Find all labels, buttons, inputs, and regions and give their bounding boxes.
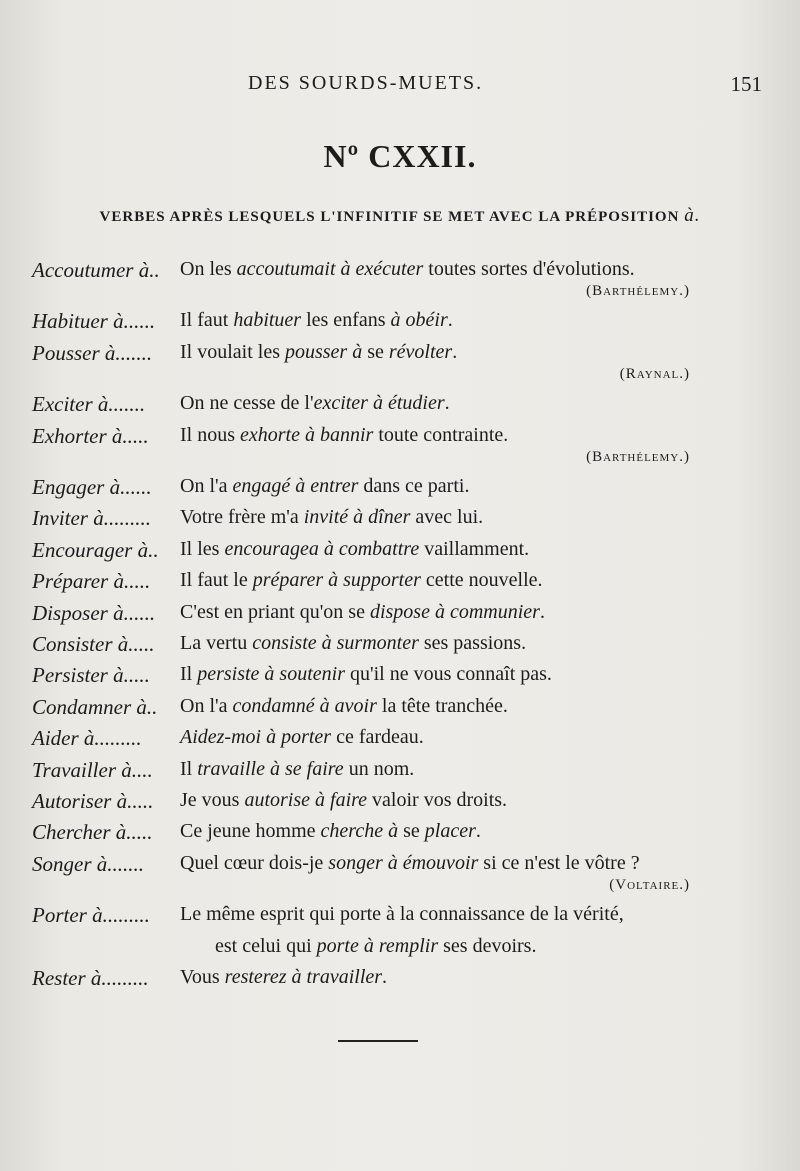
example-text-segment: Ce jeune homme	[180, 820, 321, 843]
section-title	[0, 205, 800, 227]
example-text-segment: si ce n'est le vôtre ?	[478, 851, 640, 874]
attribution: (Barthélemy.)	[586, 449, 690, 465]
example-text-segment: C'est en priant qu'on se	[180, 600, 370, 623]
example-text-segment: Il nous	[180, 423, 240, 446]
example-sentence	[180, 789, 760, 812]
example-text-segment: On ne cesse de l'	[180, 392, 314, 415]
example-italic-segment: invité à dîner	[303, 506, 411, 529]
example-sentence	[180, 726, 760, 749]
example-sentence	[180, 341, 760, 364]
example-text-segment: .	[539, 600, 545, 623]
example-text-segment: Le même esprit qui porte à la connaissance de la vérité,	[180, 903, 624, 926]
example-text-segment: Votre frère m'a	[180, 506, 304, 529]
closing-rule	[338, 1040, 418, 1042]
example-text-segment: .	[444, 392, 450, 415]
example-text-segment: un nom.	[343, 757, 415, 780]
example-italic-segment: révolter	[388, 340, 453, 363]
example-sentence	[180, 424, 760, 447]
example-text-segment: la tête tranchée.	[376, 694, 508, 717]
example-sentence	[180, 569, 760, 592]
example-text-segment: .	[447, 309, 453, 332]
example-text-segment: La vertu	[180, 632, 253, 654]
example-text-segment: est celui qui	[215, 934, 317, 957]
example-italic-segment: habituer	[233, 309, 302, 332]
verb-label: Disposer à......	[32, 600, 156, 625]
example-text-segment: toutes sortes d'évolutions.	[423, 258, 635, 280]
example-text-segment: se	[398, 820, 425, 843]
example-text-segment: vaillamment.	[419, 537, 530, 560]
example-text-segment: .	[382, 966, 388, 988]
example-sentence	[180, 632, 760, 655]
example-italic-segment: dispose à communier	[369, 600, 540, 623]
example-text-segment: ses devoirs.	[438, 934, 537, 957]
example-italic-segment: pousser à	[284, 340, 363, 363]
verb-label: Porter à.........	[32, 903, 150, 928]
verb-label: Songer à.......	[32, 851, 144, 876]
example-text-segment: Il faut le	[180, 569, 253, 592]
example-text-segment: les enfans	[301, 309, 391, 332]
example-text-segment: Vous	[180, 966, 225, 988]
verb-label: Préparer à.....	[32, 569, 151, 594]
section-number: Nº CXXII.	[323, 138, 477, 174]
attribution: (Raynal.)	[619, 366, 690, 383]
example-sentence	[180, 695, 760, 718]
verb-label: Travailler à....	[32, 757, 153, 782]
verb-label: Exhorter à.....	[32, 423, 149, 448]
example-italic-segment: à obéir	[390, 309, 448, 332]
verb-label: Habituer à......	[32, 309, 156, 334]
example-sentence	[180, 392, 760, 415]
example-text-segment: Il	[180, 663, 198, 686]
example-text-segment: toute contrainte.	[373, 423, 509, 446]
example-text-segment: cette nouvelle.	[420, 569, 543, 592]
example-text-segment: On l'a	[180, 475, 233, 497]
example-continuation	[215, 935, 536, 958]
example-text-segment: Il les	[180, 537, 225, 560]
example-sentence	[180, 506, 760, 529]
verb-label: Condamner à..	[32, 694, 158, 719]
section-title-text: VERBES APRÈS LESQUELS L'INFINITIF SE MET AVEC LA PRÉPOSITION	[99, 209, 680, 225]
verb-label: Exciter à.......	[32, 392, 146, 417]
example-italic-segment: exciter à étudier	[313, 392, 445, 415]
example-text-segment: .	[452, 340, 458, 363]
example-italic-segment: engagé à entrer	[232, 475, 359, 497]
example-text-segment: ses passions.	[418, 632, 527, 654]
attribution: (Barthélemy.)	[586, 283, 690, 300]
example-italic-segment: consiste à surmonter	[252, 632, 419, 654]
page-header	[0, 72, 800, 102]
example-text-segment: avec lui.	[410, 506, 484, 529]
example-italic-segment: placer	[424, 820, 476, 843]
example-italic-segment: songer à émouvoir	[328, 851, 479, 874]
example-text-segment: Quel cœur dois-je	[180, 851, 329, 874]
attribution: (Voltaire.)	[609, 877, 690, 894]
example-text-segment: Il faut	[180, 309, 234, 332]
example-sentence	[180, 601, 760, 624]
example-italic-segment: porte à remplir	[316, 934, 439, 957]
example-text-segment: .	[475, 820, 481, 843]
verb-label: Persister à.....	[32, 663, 150, 688]
verb-label: Aider à.........	[32, 726, 142, 751]
example-italic-segment: exhorte à bannir	[240, 423, 374, 446]
example-sentence	[180, 475, 760, 498]
verb-label: Engager à......	[32, 475, 152, 499]
running-head: DES SOURDS-MUETS.	[248, 72, 484, 94]
example-sentence	[180, 258, 760, 281]
example-text-segment: ce fardeau.	[331, 726, 424, 749]
example-sentence	[180, 852, 760, 875]
example-italic-segment: resterez à travailler	[224, 966, 383, 988]
example-italic-segment: travaille à se faire	[197, 757, 344, 780]
example-text-segment: Je vous	[180, 789, 245, 811]
verb-label: Autoriser à.....	[32, 789, 154, 813]
example-italic-segment: persiste à soutenir	[197, 663, 345, 686]
verb-label: Accoutumer à..	[32, 258, 160, 282]
example-italic-segment: préparer à supporter	[252, 569, 421, 592]
example-text-segment: On l'a	[180, 694, 233, 717]
verb-label: Consister à.....	[32, 632, 155, 656]
example-text-segment: valoir vos droits.	[367, 789, 508, 811]
example-sentence	[180, 820, 760, 843]
example-italic-segment: accoutumait à exécuter	[236, 258, 424, 280]
example-sentence	[180, 758, 760, 781]
verb-label: Inviter à.........	[32, 506, 151, 531]
example-italic-segment: autorise à faire	[244, 789, 368, 811]
example-italic-segment: encouragea à combattre	[224, 537, 420, 560]
example-italic-segment: cherche à	[320, 820, 399, 843]
example-sentence	[180, 538, 760, 561]
example-sentence	[180, 309, 760, 332]
verb-label: Chercher à.....	[32, 820, 153, 845]
example-sentence	[180, 903, 760, 926]
example-sentence	[180, 663, 760, 686]
example-text-segment: dans ce parti.	[358, 475, 470, 497]
example-italic-segment: Aidez-moi à porter	[180, 726, 332, 749]
example-text-segment: Il voulait les	[180, 340, 285, 363]
section-title-preposition: à.	[684, 205, 701, 226]
page-number: 151	[730, 72, 762, 96]
example-sentence	[180, 966, 760, 989]
verb-label: Pousser à.......	[32, 340, 153, 365]
verb-list	[0, 258, 800, 988]
example-text-segment: se	[362, 340, 389, 363]
example-italic-segment: condamné à avoir	[232, 694, 377, 717]
verb-label: Encourager à..	[32, 537, 159, 562]
verb-label: Rester à.........	[32, 966, 149, 990]
example-text-segment: qu'il ne vous connaît pas.	[345, 663, 552, 686]
example-text-segment: On les	[180, 258, 237, 280]
example-text-segment: Il	[180, 757, 198, 780]
